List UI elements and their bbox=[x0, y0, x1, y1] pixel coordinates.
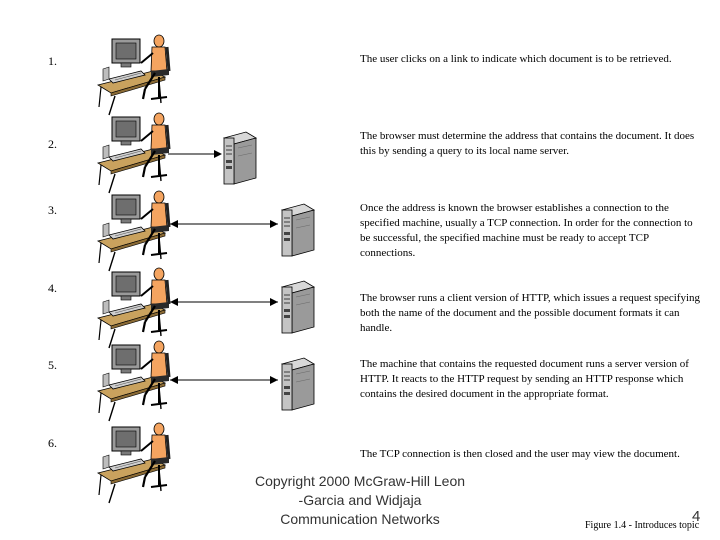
arrowhead-left-4 bbox=[170, 298, 178, 306]
user-computer-icon-2 bbox=[98, 113, 169, 193]
copyright-notice bbox=[250, 472, 470, 529]
step-number-3: 3. bbox=[48, 203, 57, 217]
arrowhead-left-3 bbox=[170, 220, 178, 228]
document-server-icon-3 bbox=[282, 204, 314, 256]
step-description-2: The browser must determine the address that contains the document. It does this by sending a query to its local name server. bbox=[360, 130, 695, 157]
copyright-line-3: Communication Networks bbox=[280, 511, 440, 527]
arrowhead-right-5 bbox=[270, 376, 278, 384]
user-computer-icon-6 bbox=[98, 423, 169, 503]
step-description-1: The user clicks on a link to indicate which document is to be retrieved. bbox=[360, 53, 672, 65]
page-number: 4 bbox=[692, 508, 701, 525]
name-server-icon bbox=[224, 132, 256, 184]
step-number-1: 1. bbox=[48, 54, 57, 68]
step-number-4: 4. bbox=[48, 281, 57, 295]
document-server-icon-5 bbox=[282, 358, 314, 410]
step-description-3: Once the address is known the browser establishes a connection to the specified machine, usually a TCP connection. In order for the connection to be successful, the specified machine must be ready to accept TCP connections. bbox=[360, 202, 693, 259]
user-computer-icon-4 bbox=[98, 268, 169, 348]
step-description-6: The TCP connection is then closed and the user may view the document. bbox=[360, 448, 680, 460]
copyright-line-2: -Garcia and Widjaja bbox=[298, 492, 422, 508]
figure-caption: Figure 1.4 - Introduces topic bbox=[585, 520, 700, 531]
arrowhead-right-4 bbox=[270, 298, 278, 306]
arrowhead-right-3 bbox=[270, 220, 278, 228]
arrowhead-left-5 bbox=[170, 376, 178, 384]
document-server-icon-4 bbox=[282, 281, 314, 333]
step-number-2: 2. bbox=[48, 137, 57, 151]
step-description-4: The browser runs a client version of HTTP, which issues a request specifying both the name of the document and the possible document formats it can handle. bbox=[360, 292, 701, 334]
copyright-line-1: Copyright 2000 McGraw-Hill Leon bbox=[254, 473, 466, 489]
user-computer-icon-1 bbox=[98, 35, 169, 115]
step-number-6: 6. bbox=[48, 436, 57, 450]
user-computer-icon-5 bbox=[98, 341, 169, 421]
user-computer-icon-3 bbox=[98, 191, 169, 271]
step-description-5: The machine that contains the requested document runs a server version of HTTP. It reacts to the HTTP request by sending an HTTP response which contains the desired document in the appropriate format. bbox=[360, 358, 689, 400]
query-arrowhead bbox=[214, 150, 222, 158]
step-number-5: 5. bbox=[48, 358, 57, 372]
